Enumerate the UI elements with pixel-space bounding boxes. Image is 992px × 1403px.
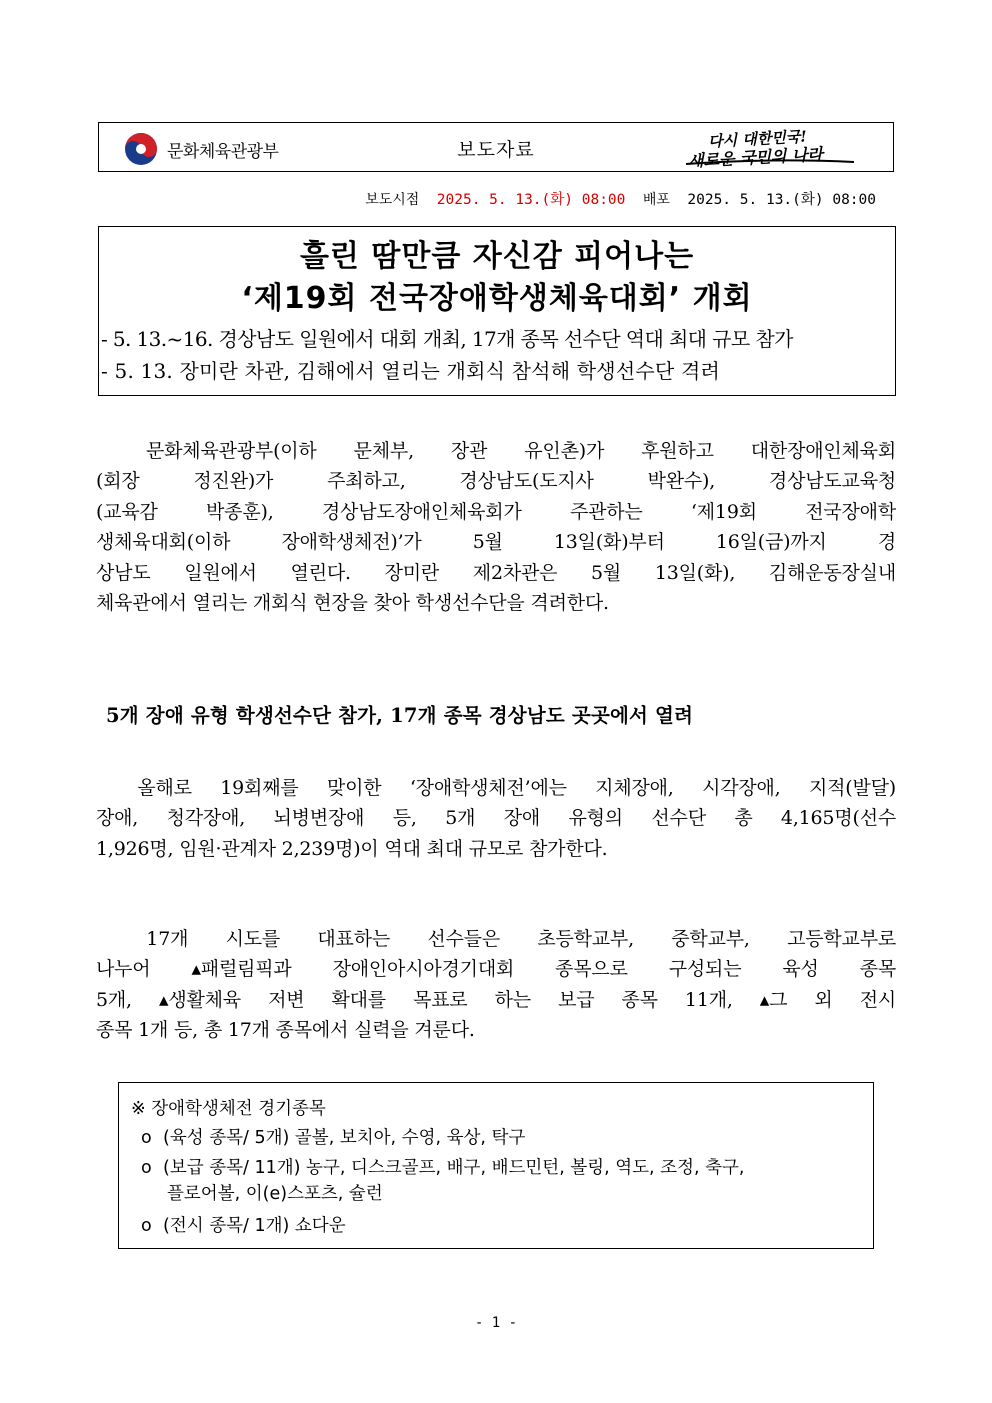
subheadline-2: - 5. 13. 장미란 차관, 김해에서 열리는 개회식 참석해 학생선수단 격려 xyxy=(101,359,720,383)
events-title: ※ 장애학생체전 경기종목 xyxy=(131,1099,326,1119)
section-heading: 5개 장애 유형 학생선수단 참가, 17개 종목 경상남도 곳곳에서 열려 xyxy=(106,704,694,727)
paragraph-line: 체육관에서 열리는 개회식 현장을 찾아 학생선수단을 격려한다. xyxy=(96,592,609,615)
event-item-popular xyxy=(141,1155,866,1207)
paragraph-line: 생체육대회(이하 장애학생체전)’가 5월 13일(화)부터 16일(금)까지 경 xyxy=(96,531,896,554)
bullet-icon: ο xyxy=(141,1216,152,1236)
paragraph-line: (교육감 박종훈), 경상남도장애인체육회가 주관하는 ‘제19회 전국장애학 xyxy=(96,500,896,523)
subheadline-1: - 5. 13.~16. 경상남도 일원에서 대회 개최, 17개 종목 선수단 역대 최대 규모 참가 xyxy=(101,327,793,351)
bullet-icon: ο xyxy=(141,1158,152,1178)
body-paragraph-1 xyxy=(96,436,896,618)
title-box xyxy=(98,226,896,396)
paragraph-line: 상남도 일원에서 열린다. 장미란 제2차관은 5월 13일(화), 김해운동장실내 xyxy=(96,561,896,584)
distribution-label: 배포 xyxy=(642,192,670,208)
event-list: 농구, 디스크골프, 배구, 배드민턴, 볼링, 역도, 조정, 축구, xyxy=(300,1158,745,1178)
event-list: 골볼, 보치아, 수영, 육상, 탁구 xyxy=(289,1128,526,1148)
event-item-development xyxy=(141,1125,866,1151)
paragraph-line: 종목 1개 등, 총 17개 종목에서 실력을 겨룬다. xyxy=(96,1019,475,1042)
headline-line2: ‘제19회 전국장애학생체육대회’ 개회 xyxy=(241,281,753,316)
distribution-date: 2025. 5. 13.(화) 08:00 xyxy=(687,192,876,208)
header-box xyxy=(98,122,894,172)
paragraph-line: (회장 정진완)가 주최하고, 경상남도(도지사 박완수), 경상남도교육청 xyxy=(96,470,896,493)
event-label: (전시 종목/ 1개) xyxy=(163,1216,290,1236)
paragraph-line: 17개 시도를 대표하는 선수들은 초등학교부, 중학교부, 고등학교부로 xyxy=(96,928,896,950)
release-label: 보도시점 xyxy=(365,192,420,208)
events-box xyxy=(118,1082,874,1249)
paragraph-line: 문화체육관광부(이하 문체부, 장관 유인촌)가 후원하고 대한장애인체육회 xyxy=(96,440,896,462)
paragraph-line: 장애, 청각장애, 뇌병변장애 등, 5개 장애 유형의 선수단 총 4,165명(선수 xyxy=(96,807,896,830)
paragraph-line: 5개, ▴생활체육 저변 확대를 목표로 하는 보급 종목 11개, ▴그 외 전시 xyxy=(96,988,896,1011)
slogan-underline-icon xyxy=(682,158,857,166)
event-item-exhibition xyxy=(141,1213,866,1239)
body-paragraph-2 xyxy=(96,773,896,864)
paragraph-line: 나누어 ▴패럴림픽과 장애인아시아경기대회 종목으로 구성되는 육성 종목 xyxy=(96,958,896,981)
body-paragraph-3 xyxy=(96,924,896,1046)
ministry-name: 문화체육관광부 xyxy=(167,141,279,162)
release-date: 2025. 5. 13.(화) 08:00 xyxy=(436,192,626,208)
bullet-icon: ο xyxy=(141,1128,152,1148)
slogan-line2: 새로운 국민의 나라 xyxy=(687,144,824,171)
doc-type-label: 보도자료 xyxy=(457,139,535,161)
event-label: (보급 종목/ 11개) xyxy=(163,1158,301,1178)
headline-line1: 흘린 땀만큼 자신감 피어나는 xyxy=(299,239,695,274)
event-label: (육성 종목/ 5개) xyxy=(163,1128,290,1148)
paragraph-line: 1,926명, 임원·관계자 2,239명)이 역대 최대 규모로 참가한다. xyxy=(96,837,608,860)
paragraph-line: 올해로 19회째를 맞이한 ‘장애학생체전’에는 지체장애, 시각장애, 지적(발달) xyxy=(96,777,896,799)
release-time-line xyxy=(0,188,876,209)
page-number: - 1 - xyxy=(474,1315,518,1331)
event-list-continued: 플로어볼, 이(e)스포츠, 슐런 xyxy=(167,1184,383,1204)
slogan-line1: 다시 대한민국! xyxy=(707,127,808,151)
slogan-logo xyxy=(682,126,857,171)
event-list: 쇼다운 xyxy=(289,1216,346,1236)
